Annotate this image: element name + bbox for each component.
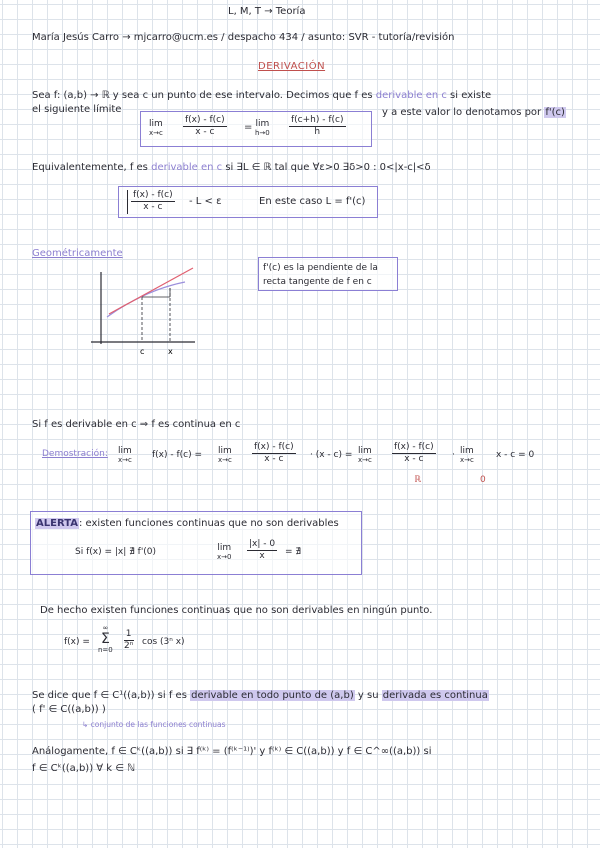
limit-x-to-c: lim x→c — [149, 119, 163, 137]
definition-notation: y a este valor lo denotamos por f'(c) — [382, 107, 565, 118]
equivalent-definition: Equivalentemente, f es derivable en c si ∃L ∈ ℝ tal que ∀ε>0 ∃δ>0 : 0<|x-c|<δ — [32, 162, 431, 173]
alert-box — [30, 511, 362, 575]
proof-under-zero: 0 — [480, 475, 486, 485]
proof-limit-1: lim x→c — [118, 446, 132, 464]
label-c: c — [140, 347, 145, 356]
tangent-line — [109, 268, 193, 314]
geometric-note-line-1: f'(c) es la pendiente de la — [263, 263, 378, 273]
alert-line: ALERTA: existen funciones continuas que no son derivables — [36, 518, 339, 529]
label-x: x — [168, 347, 173, 356]
weierstrass-f: f(x) = — [64, 637, 90, 647]
proof-result: x - c = 0 — [496, 450, 535, 460]
geometric-note-box — [258, 257, 398, 291]
geometric-title: Geométricamente — [32, 248, 123, 259]
proof-under-r: ℝ — [414, 475, 422, 485]
proof-quotient-2: $\frac{f(x) - f(c)}{x - c}$ — [394, 442, 434, 464]
c1-definition: Se dice que f ∈ C¹((a,b)) si f es derivable en todo punto de (a,b) y su derivada es continua — [32, 690, 488, 701]
alert-example: Si f(x) = |x| ∄ f'(0) — [75, 547, 157, 557]
continuous-functions-note: ↳ conjunto de las funciones continuas — [82, 720, 226, 729]
proof-expression-1: f(x) - f(c) = — [152, 450, 203, 460]
geometric-note-line-2: recta tangente de f en c — [263, 277, 372, 287]
ck-definition: Análogamente, f ∈ Cᵏ((a,b)) si ∃ f⁽ᵏ⁾ = (f⁽ᵏ⁻¹⁾)' y f⁽ᵏ⁾ ∈ C((a,b)) y f ∈ C^∞((a,b)) si — [32, 746, 432, 757]
epsilon-delta-box — [118, 186, 378, 218]
author-line: María Jesús Carro → mjcarro@ucm.es / despacho 434 / asunto: SVR - tutoría/revisión — [32, 32, 455, 43]
proof-limit-3: lim x→c — [358, 446, 372, 464]
definition-line-1: Sea f: (a,b) → ℝ y sea c un punto de ese intervalo. Decimos que f es derivable en c si existe — [32, 90, 492, 101]
proof-dot: · — [452, 450, 455, 460]
alert-quotient: $\frac{|x| - 0}{x}$ — [249, 539, 276, 561]
derivative-limit-box — [140, 111, 372, 147]
l-equals-fprime: En este caso L = f'(c) — [259, 196, 366, 207]
nowhere-differentiable-text: De hecho existen funciones continuas que no son derivables en ningún punto. — [40, 605, 433, 616]
equals-sign: = — [244, 122, 253, 133]
alert-result: = ∄ — [285, 547, 302, 557]
proof-limit-4: lim x→c — [460, 446, 474, 464]
proof-quotient-1: $\frac{f(x) - f(c)}{x - c}$ — [254, 442, 294, 464]
tangent-graph — [85, 262, 205, 362]
cinf-definition: f ∈ Cᵏ((a,b)) ∀ k ∈ ℕ — [32, 763, 136, 774]
proof-multiply: · (x - c) = — [310, 450, 353, 460]
limit-h-to-0: lim h→0 — [255, 119, 270, 137]
difference-quotient: $\frac{f(x) - f(c)}{x - c}$ — [185, 115, 225, 137]
c1-derivative-continuous: ( f' ∈ C((a,b)) ) — [32, 704, 106, 715]
section-title: DERIVACIÓN — [258, 61, 326, 72]
continuity-statement: Si f es derivable en c ⇒ f es continua en c — [32, 419, 241, 430]
h-difference-quotient: $\frac{f(c+h) - f(c)}{h}$ — [291, 115, 344, 137]
page-header: L, M, T → Teoría — [228, 6, 306, 17]
proof-label: Demostración: — [42, 449, 108, 459]
function-curve — [107, 282, 185, 317]
proof-limit-2: lim x→c — [218, 446, 232, 464]
minus-l-expression: - L < ε — [189, 196, 222, 207]
definition-line-2: el siguiente límite — [32, 104, 122, 115]
weierstrass-sum: ∞ Σ n=0 — [98, 624, 113, 654]
weierstrass-coefficient: $\frac{1}{\text{2ⁿ}}$ — [124, 629, 134, 651]
weierstrass-cos: cos (3ⁿ x) — [142, 637, 185, 647]
alert-limit: lim x→0 — [217, 543, 232, 561]
epsilon-quotient: $\frac{f(x) - f(c)}{x - c}$ — [133, 190, 173, 212]
